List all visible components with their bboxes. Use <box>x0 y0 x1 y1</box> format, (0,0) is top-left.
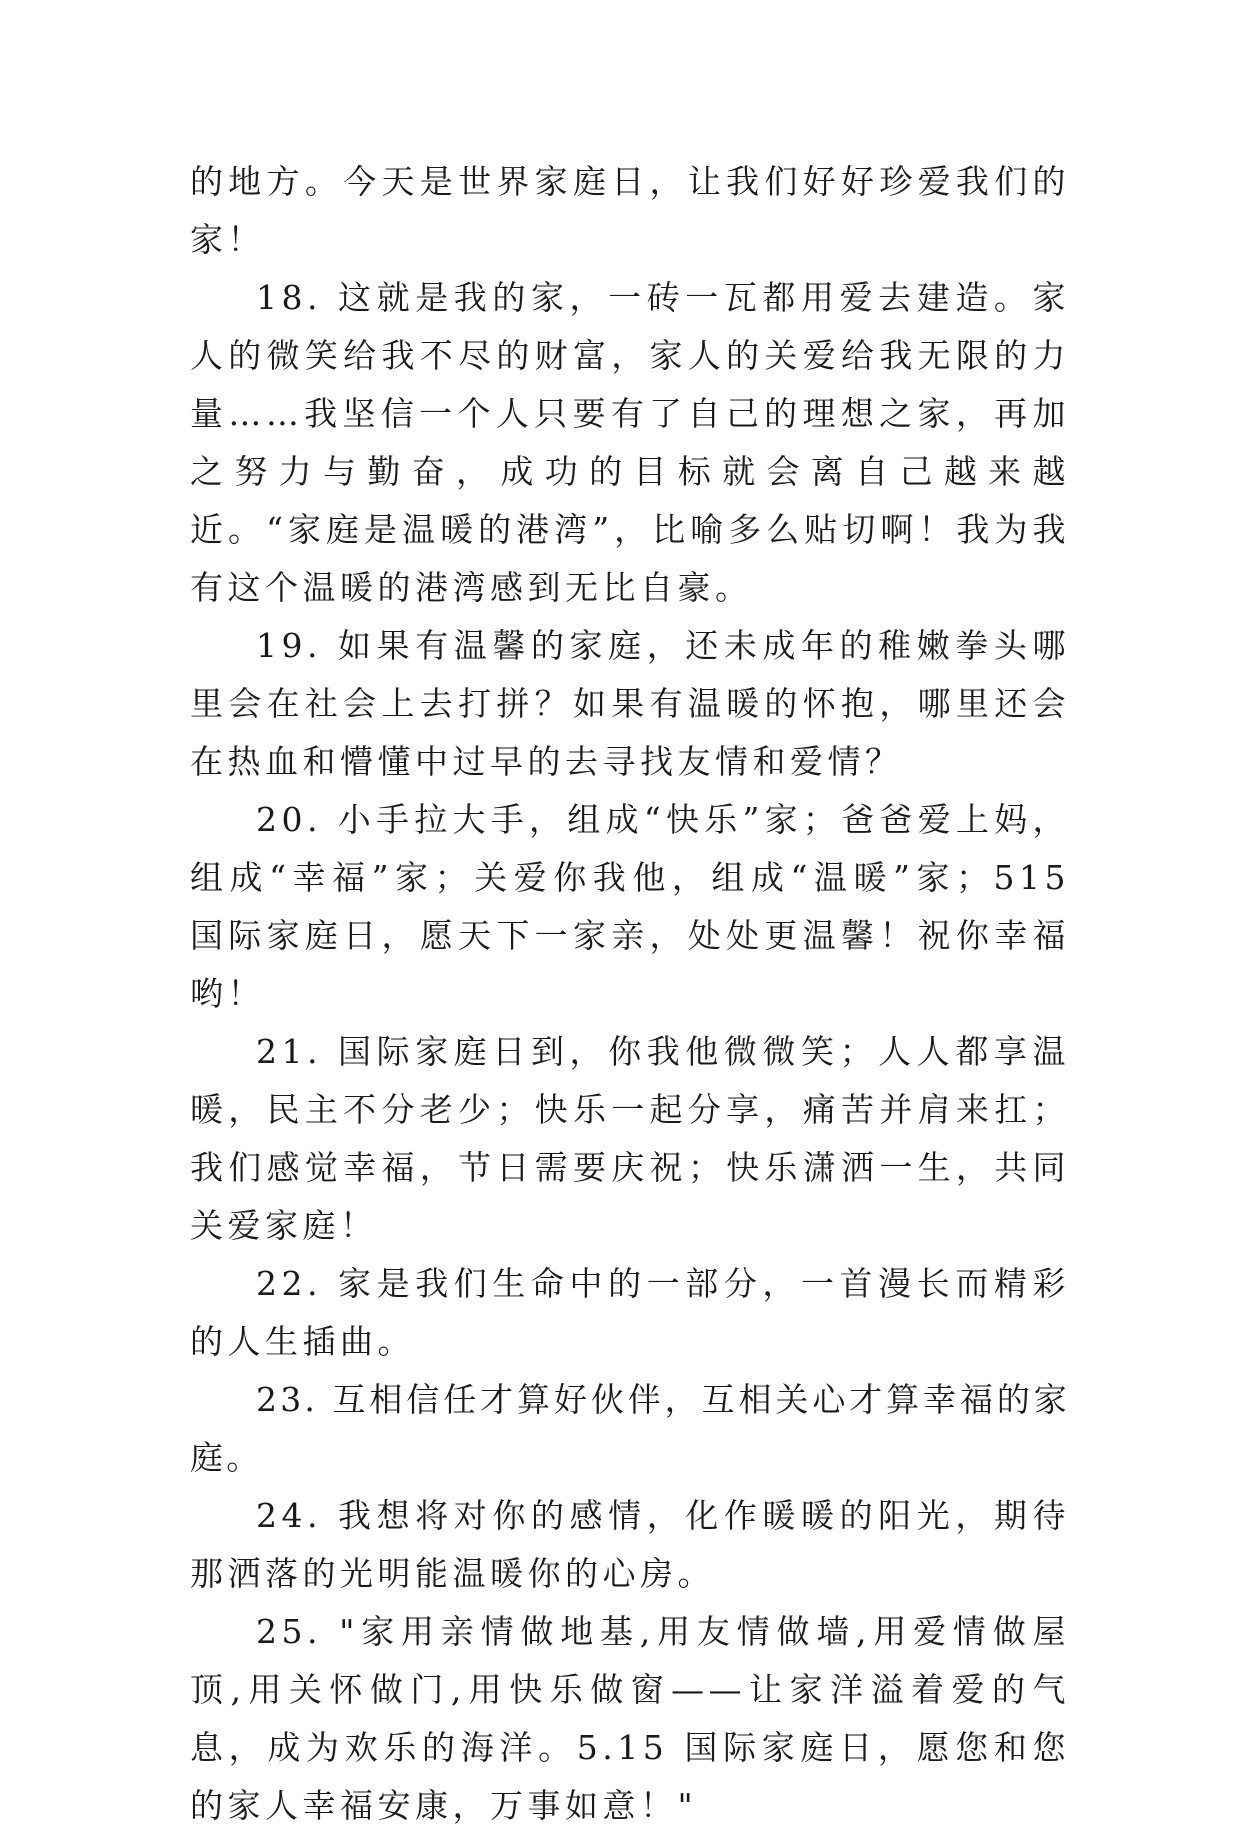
paragraph-25: 25. "家用亲情做地基,用友情做墙,用爱情做屋顶,用关怀做门,用快乐做窗——让家洋溢着爱的气息，成为欢乐的海洋。5.15 国际家庭日，愿您和您的家人幸福安康，万事如意！" <box>190 1612 1070 1825</box>
paragraph-23: 23. 互相信任才算好伙伴，互相关心才算幸福的家庭。 <box>190 1380 1070 1477</box>
paragraph-18: 18. 这就是我的家，一砖一瓦都用爱去建造。家人的微笑给我不尽的财富，家人的关爱给我无限的力量……我坚信一个人只要有了自己的理想之家，再加之努力与勤奋，成功的目标就会离自己越来越近。“家庭是温暖的港湾”，比喻多么贴切啊！我为我有这个温暖的港湾感到无比自豪。 <box>190 278 1070 607</box>
paragraph-19: 19. 如果有温馨的家庭，还未成年的稚嫩拳头哪里会在社会上去打拼？如果有温暖的怀抱，哪里还会在热血和懵懂中过早的去寻找友情和爱情？ <box>190 626 1070 781</box>
paragraph-21: 21. 国际家庭日到，你我他微微笑；人人都享温暖，民主不分老少；快乐一起分享，痛苦并肩来扛；我们感觉幸福，节日需要庆祝；快乐潇洒一生，共同关爱家庭！ <box>190 1032 1070 1245</box>
document-body <box>190 153 1070 1835</box>
paragraph-24: 24. 我想将对你的感情，化作暖暖的阳光，期待那洒落的光明能温暖你的心房。 <box>190 1496 1070 1593</box>
paragraph-continuation: 的地方。今天是世界家庭日，让我们好好珍爱我们的家！ <box>190 162 1070 259</box>
paragraph-22: 22. 家是我们生命中的一部分，一首漫长而精彩的人生插曲。 <box>190 1264 1070 1361</box>
paragraph-20: 20. 小手拉大手，组成“快乐”家；爸爸爱上妈，组成“幸福”家；关爱你我他，组成“温暖”家；515 国际家庭日，愿天下一家亲，处处更温馨！祝你幸福哟！ <box>190 800 1070 1013</box>
